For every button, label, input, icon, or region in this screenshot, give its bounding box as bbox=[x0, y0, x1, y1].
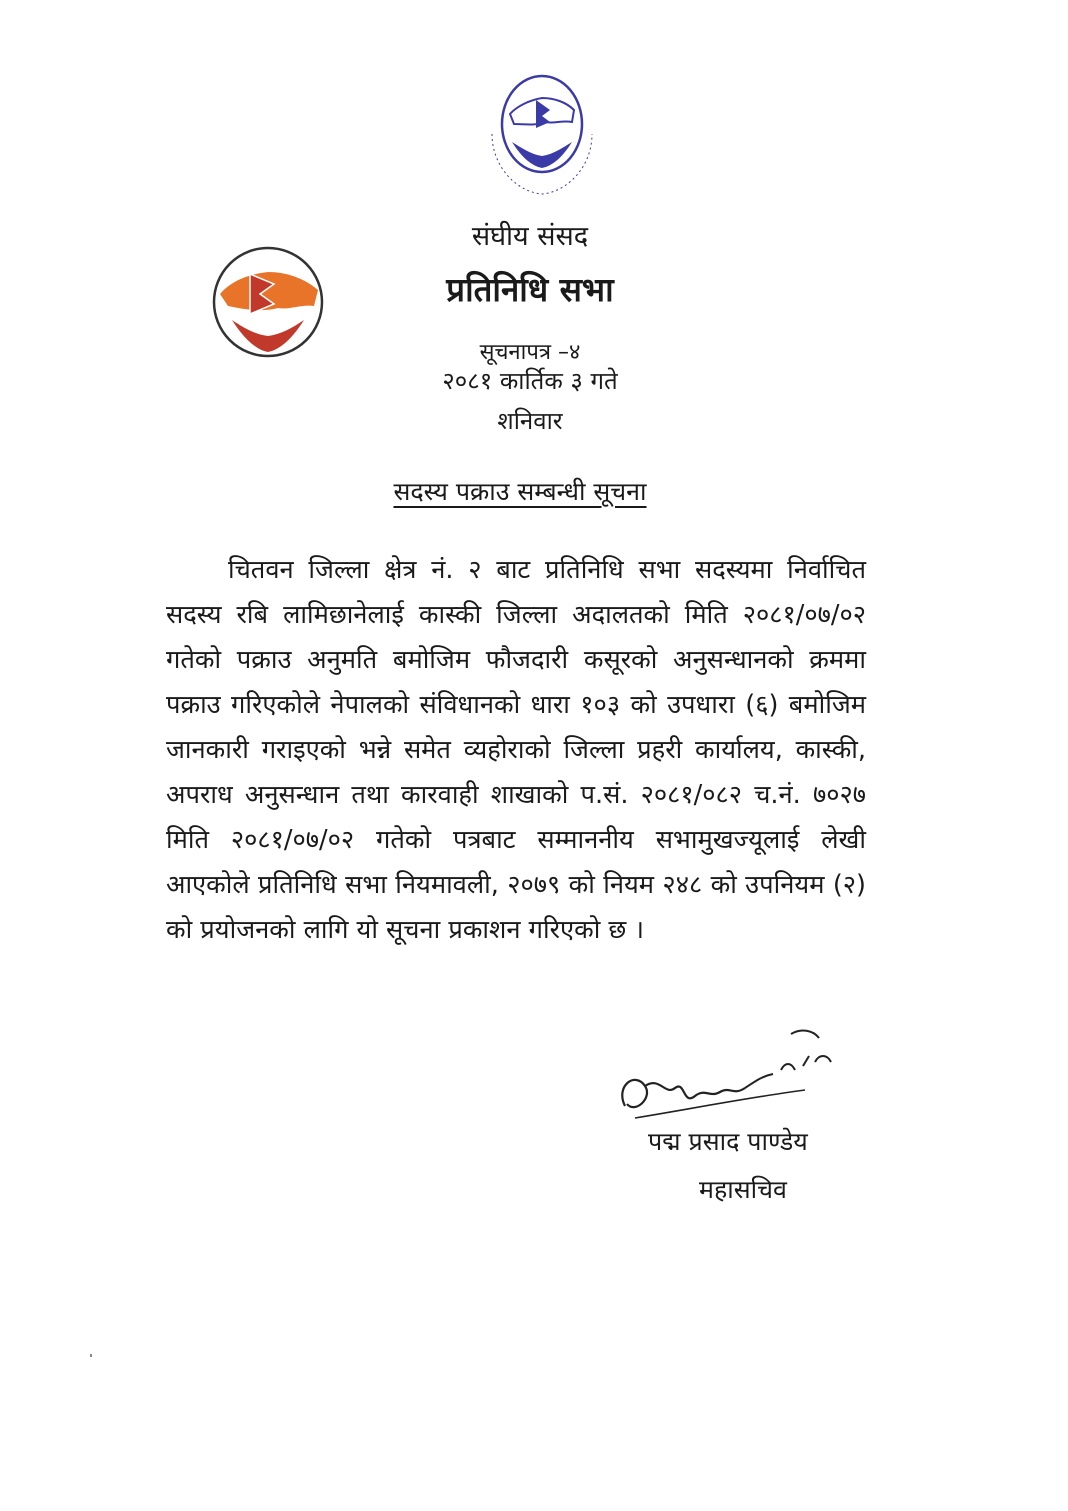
signer-name: पद्म प्रसाद पाण्डेय bbox=[648, 1127, 808, 1156]
notice-subject: सदस्य पक्राउ सम्बन्धी सूचना bbox=[393, 477, 647, 506]
parliament-name: संघीय संसद bbox=[471, 221, 589, 252]
notice-day: शनिवार bbox=[497, 407, 563, 435]
handwritten-signature bbox=[605, 1026, 855, 1136]
house-name: प्रतिनिधि सभा bbox=[446, 270, 614, 309]
signer-title: महासचिव bbox=[699, 1175, 787, 1204]
federal-parliament-seal-icon bbox=[462, 62, 622, 212]
notice-body: चितवन जिल्ला क्षेत्र नं. २ बाट प्रतिनिधि सभा सदस्यमा निर्वाचित सदस्य रबि लामिछानेलाई कास्की जिल्ला अदालतको मिति २०८१/०७/०२ गतेको पक्राउ अनुमति बमोजिम फौजदारी कसूरको अनुसन्धानको क्रममा पक्राउ गरिएकोले नेपालको संविधानको धारा १०३ को उपधारा (६) बमोजिम जानकारी गराइएको भन्ने समेत व्यहोराको जिल्ला प्रहरी कार्यालय, कास्की, अपराध अनुसन्धान तथा कारवाही शाखाको प.सं. २०८१/०८२ च.नं. ७०२७ मिति २०८१/०७/०२ गतेको पत्रबाट सम्माननीय सभामुखज्यूलाई लेखी आएकोले प्रतिनिधि सभा नियमावली, २०७९ को नियम २४८ को उपनियम (२) को प्रयोजनको लागि यो सूचना प्रकाशन गरिएको छ । bbox=[166, 555, 866, 945]
notice-number: सूचनापत्र –४ bbox=[479, 340, 581, 365]
scan-speck bbox=[90, 1354, 92, 1357]
federal-parliament-logo-icon bbox=[206, 244, 332, 374]
notice-date: २०८१ कार्तिक ३ गते bbox=[442, 367, 618, 395]
